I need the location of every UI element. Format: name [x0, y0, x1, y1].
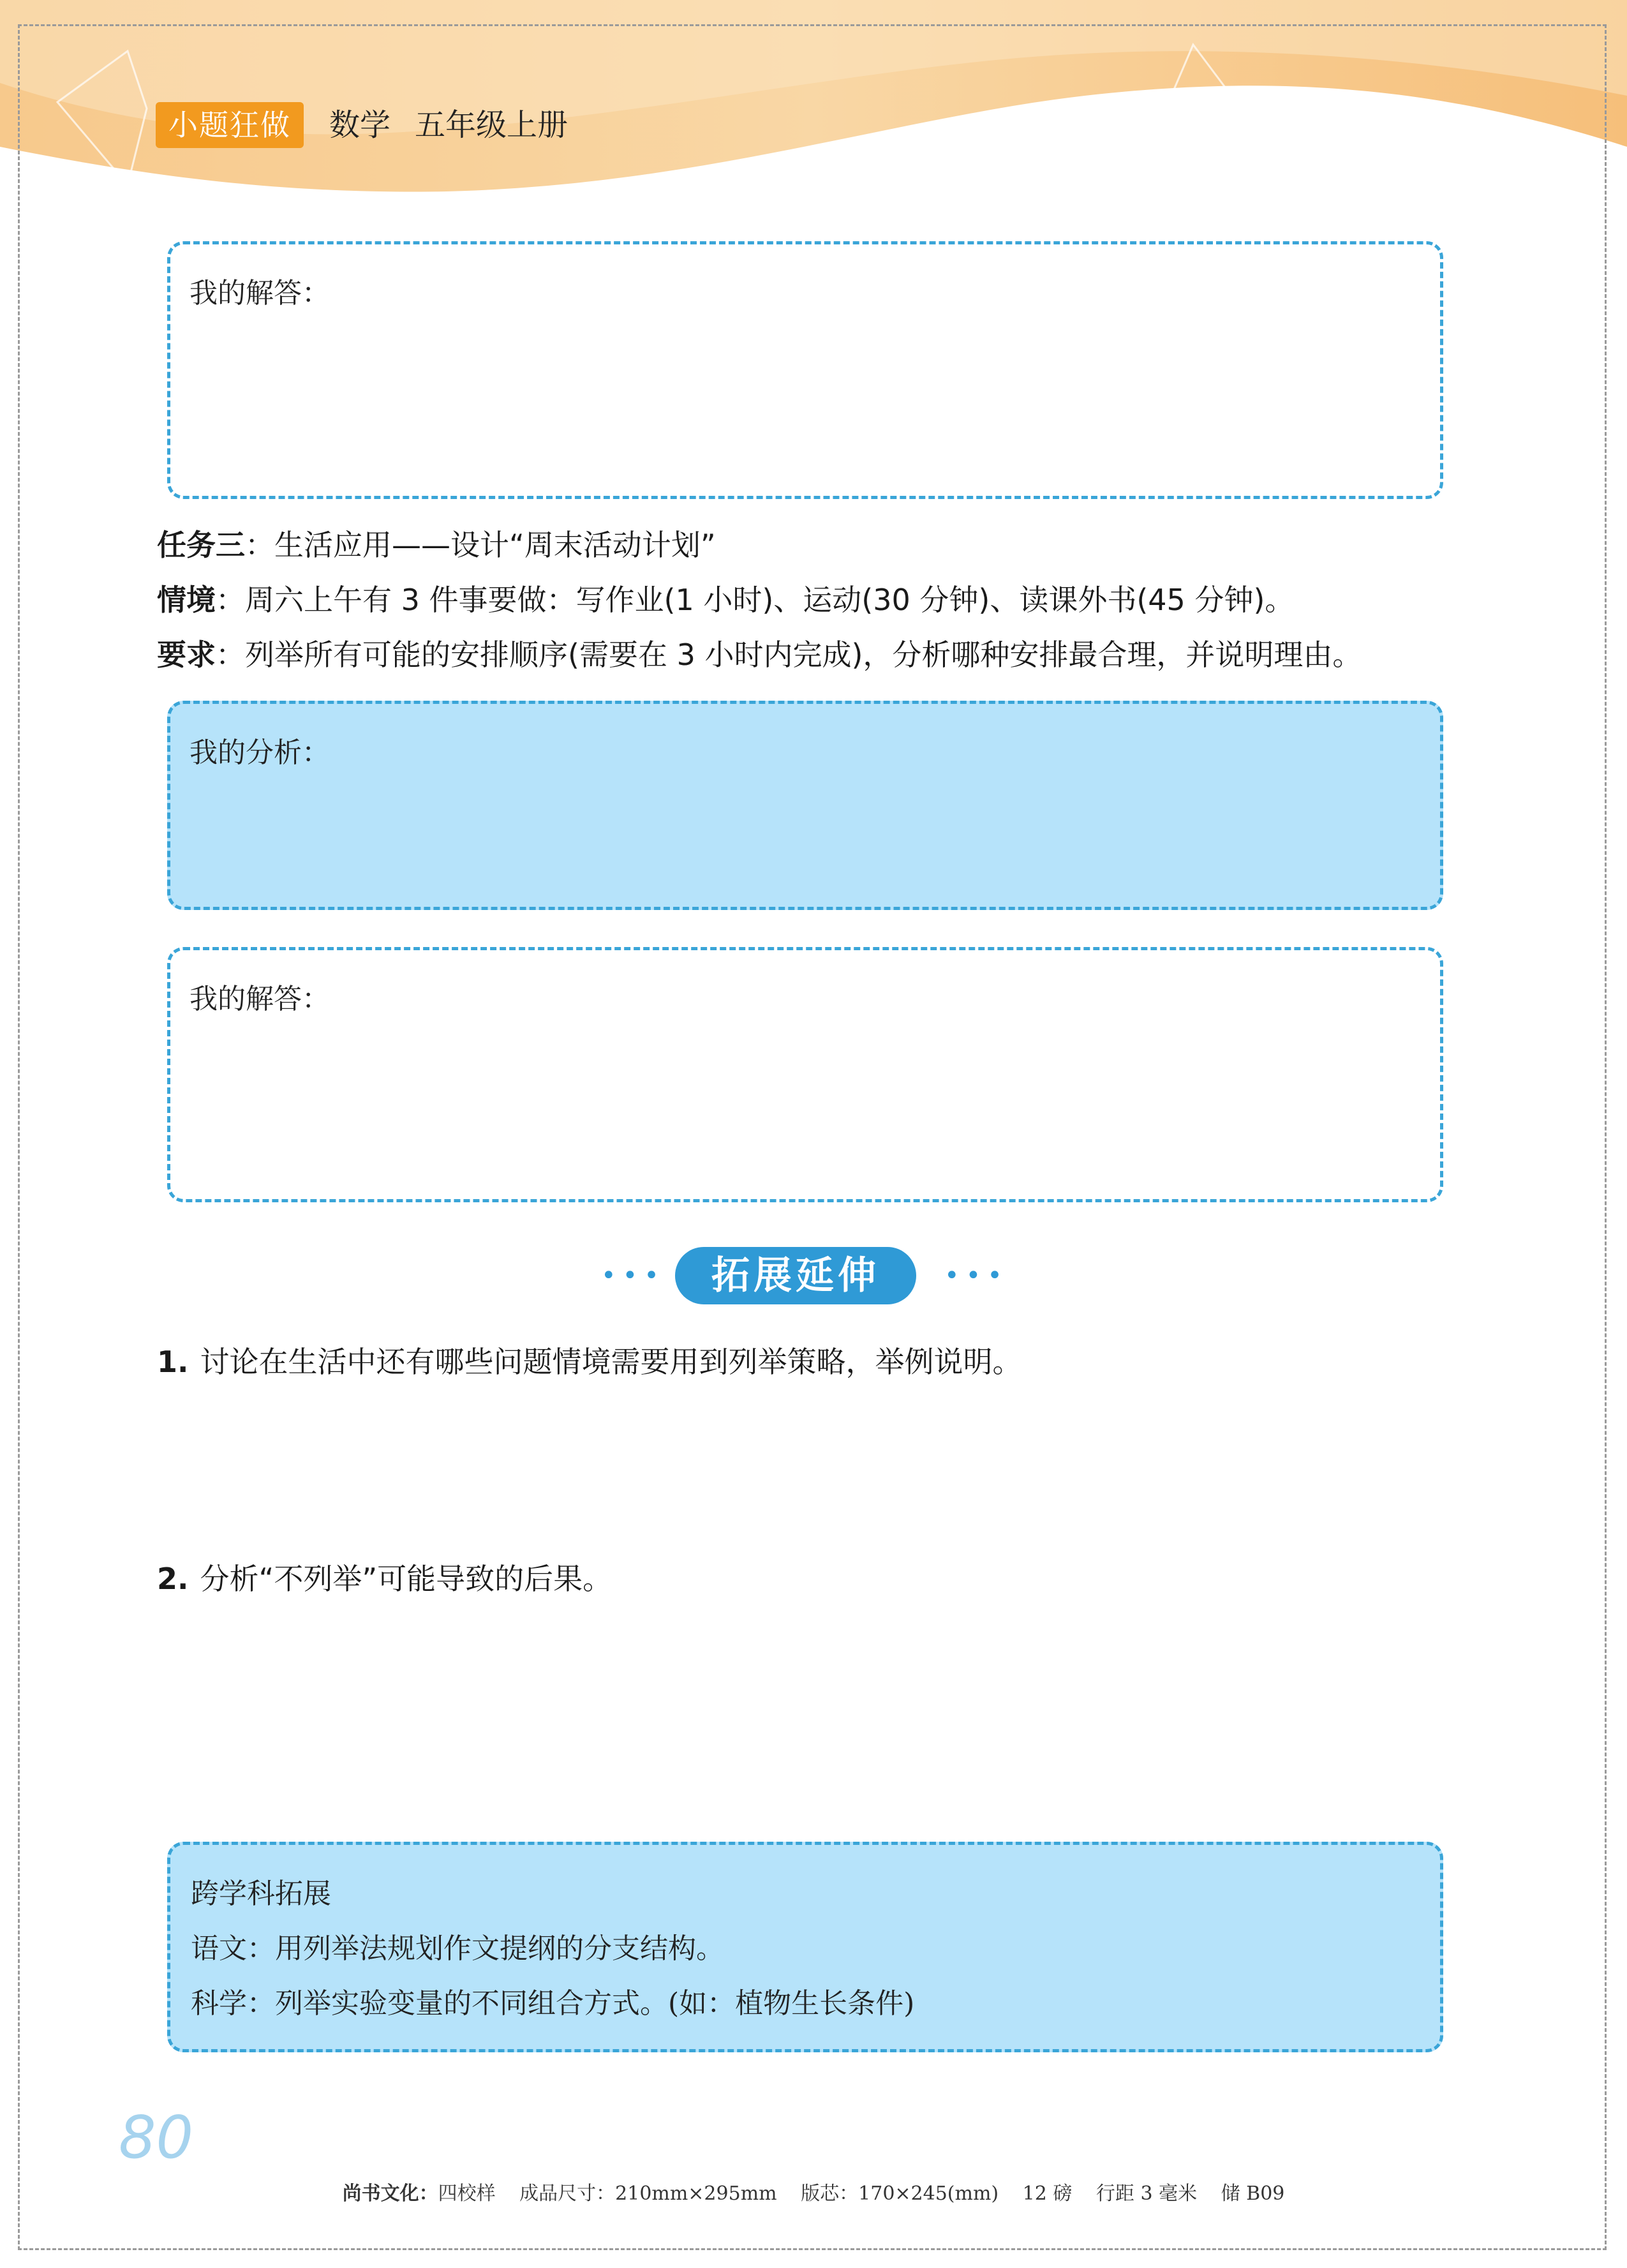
requirement-label: 要求: [157, 638, 216, 672]
requirement-text: ：列举所有可能的安排顺序(需要在 3 小时内完成)，分析哪种安排最合理，并说明理由。: [216, 638, 1362, 672]
task3-scenario: [157, 581, 1294, 619]
answer-box-1[interactable]: [167, 241, 1443, 499]
task3-title: [157, 526, 716, 564]
task3-requirement: [157, 636, 1362, 674]
scenario-label: 情境: [157, 583, 216, 617]
question-1: [157, 1339, 1022, 1381]
question-text: 分析“不列举”可能导致的后果。: [200, 1562, 613, 1596]
page-number: 80: [119, 2103, 194, 2172]
footer-code: 储 B09: [1221, 2182, 1285, 2205]
footer-size: 成品尺寸：210mm×295mm: [519, 2182, 777, 2205]
grade-label: 五年级上册: [415, 107, 568, 143]
print-footer: [0, 2177, 1627, 2205]
section-title: 拓展延伸: [675, 1247, 916, 1304]
task3-title-text: ：生活应用——设计“周末活动计划”: [245, 528, 716, 562]
answer-box-label: 我的解答：: [189, 983, 330, 1015]
footer-weight: 12 磅: [1022, 2182, 1073, 2205]
cross-discipline-science: 科学：列举实验变量的不同组合方式。(如：植物生长条件): [191, 1987, 915, 2020]
footer-publisher: 尚书文化：: [342, 2182, 438, 2205]
brand-badge: 小题狂做: [156, 102, 304, 148]
analysis-box[interactable]: [167, 701, 1443, 910]
answer-box-2[interactable]: [167, 947, 1443, 1202]
answer-box-label: 我的解答：: [189, 277, 330, 310]
question-number: 1.: [157, 1345, 189, 1379]
scenario-text: ：周六上午有 3 件事要做：写作业(1 小时)、运动(30 分钟)、读课外书(45 分钟)。: [216, 583, 1295, 617]
footer-spacing: 行距 3 毫米: [1096, 2182, 1198, 2205]
dots-right: •••: [944, 1261, 1009, 1290]
question-number: 2.: [157, 1562, 189, 1596]
task3-title-label: 任务三: [157, 528, 245, 562]
question-2: [157, 1556, 612, 1598]
question-text: 讨论在生活中还有哪些问题情境需要用到列举策略，举例说明。: [200, 1345, 1022, 1379]
subject-label: 数学: [329, 107, 391, 143]
section-banner: [593, 1244, 1034, 1308]
footer-edition: 四校样: [438, 2182, 496, 2205]
cross-discipline-title: 跨学科拓展: [191, 1877, 331, 1910]
analysis-box-label: 我的分析：: [189, 736, 330, 769]
dots-left: •••: [601, 1261, 665, 1290]
cross-discipline-box: [167, 1842, 1443, 2052]
header-title: [329, 102, 592, 148]
cross-discipline-chinese: 语文：用列举法规划作文提纲的分支结构。: [191, 1932, 724, 1965]
footer-core: 版芯：170×245(mm): [801, 2182, 999, 2205]
